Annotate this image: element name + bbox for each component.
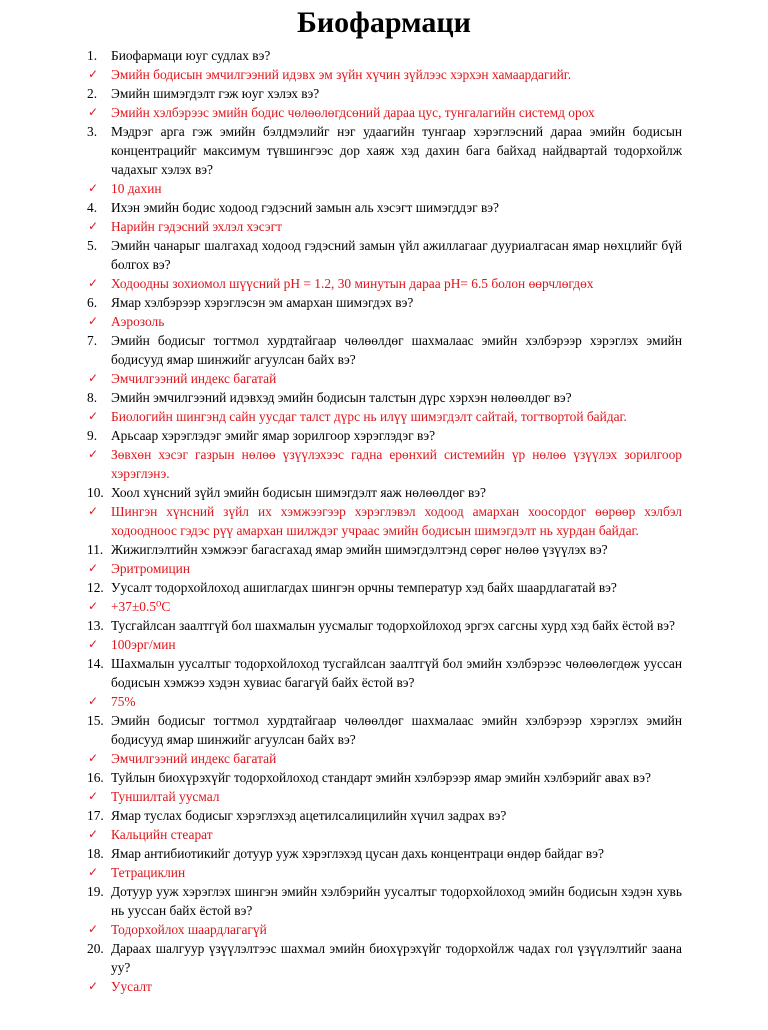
checkmark-icon: ✓: [88, 67, 99, 81]
checkmark-icon: ✓: [88, 276, 99, 290]
answer-text: 75%: [111, 694, 136, 709]
question-number: 13.: [87, 618, 104, 633]
question-item: [88, 388, 682, 407]
question-text: Эмийн бодисыг тогтмол хурдтайгаар чөлөөлдөг шахмалаас эмийн хэлбэрээр хэрэглэх эмийн бодисууд ямар шинжийг агуулсан байх вэ?: [111, 713, 682, 747]
question-item: [88, 806, 682, 825]
question-item: [88, 84, 682, 103]
question-text: Ямар туслах бодисыг хэрэглэхэд ацетилсалицилийн хүчил задрах вэ?: [111, 808, 507, 823]
question-number: 16.: [87, 770, 104, 785]
question-number: 12.: [87, 580, 104, 595]
answer-text: Эмийн бодисын эмчилгээний идэвх эм зүйн хүчин зүйлээс хэрхэн хамаардагийг.: [111, 67, 572, 82]
checkmark-icon: ✓: [88, 447, 99, 461]
answer-text: Туншилтай уусмал: [111, 789, 220, 804]
answer-text: Тетрациклин: [111, 865, 186, 880]
checkmark-icon: ✓: [88, 979, 99, 993]
answer-item: [88, 825, 682, 844]
answer-item: [88, 65, 682, 84]
answer-item: [88, 445, 682, 483]
question-text: Жижиглэлтийн хэмжээг багасгахад ямар эмийн шимэгдэлтэнд сөрөг нөлөө үзүүлэх вэ?: [111, 542, 608, 557]
question-text: Арьсаар хэрэглэдэг эмийг ямар зорилгоор хэрэглэдэг вэ?: [111, 428, 436, 443]
question-text: Мэдрэг арга гэж эмийн бэлдмэлийг нэг удаагийн тунгаар хэрэглэсний дараа эмийн бодисын концентрацийг максимум түвшингээс дор хаяж хэд дахин бага байхад найдвартай тодорхойлж чадахыг хэлэх вэ?: [111, 124, 682, 177]
checkmark-icon: ✓: [88, 865, 99, 879]
checkmark-icon: ✓: [88, 504, 99, 518]
question-number: 2.: [87, 86, 98, 101]
question-item: [88, 768, 682, 787]
answer-text: Зөвхөн хэсэг газрын нөлөө үзүүлэхээс гадна ерөнхий системийн үр нөлөө үзүүлэх зорилгоор хэрэглэнэ.: [111, 447, 682, 481]
answer-item: [88, 407, 682, 426]
checkmark-icon: ✓: [88, 181, 99, 195]
checkmark-icon: ✓: [88, 409, 99, 423]
checkmark-icon: ✓: [88, 105, 99, 119]
answer-item: [88, 274, 682, 293]
question-item: [88, 122, 682, 179]
answer-text: Биологийн шингэнд сайн уусдаг талст дүрс нь илүү шимэгдэлт сайтай, тогтвортой байдаг.: [111, 409, 627, 424]
answer-text: 10 дахин: [111, 181, 162, 196]
question-text: Биофармаци юуг судлах вэ?: [111, 48, 271, 63]
question-number: 15.: [87, 713, 104, 728]
answer-item: [88, 559, 682, 578]
question-number: 8.: [87, 390, 98, 405]
checkmark-icon: ✓: [88, 789, 99, 803]
answer-text: Шингэн хүнсний зүйл их хэмжээгээр хэрэглэвэл ходоод амархан хоосордог өөрөөр хэлбэл ходоодноос гэдэс рүү амархан шилждэг учраас эмийн бодисын шимэгдэлт нь хурдан байдаг.: [111, 504, 682, 538]
question-item: [88, 198, 682, 217]
question-item: [88, 331, 682, 369]
answer-text: Тодорхойлох шаардлагагүй: [111, 922, 267, 937]
question-list: [0, 46, 768, 996]
question-text: Тусгайлсан заалтгүй бол шахмалын уусмалыг тодорхойлоход эргэх сагсны хурд хэд байх ёстой вэ?: [111, 618, 675, 633]
question-text: Дотуур ууж хэрэглэх шингэн эмийн хэлбэрийн уусалтыг тодорхойлоход эмийн бодисын хэдэн хувь нь ууссан байх ёстой вэ?: [111, 884, 682, 918]
question-number: 1.: [87, 48, 98, 63]
answer-item: [88, 103, 682, 122]
answer-item: [88, 502, 682, 540]
question-item: [88, 616, 682, 635]
question-item: [88, 654, 682, 692]
checkmark-icon: ✓: [88, 827, 99, 841]
answer-text: Эритромицин: [111, 561, 190, 576]
question-item: [88, 46, 682, 65]
question-number: 9.: [87, 428, 98, 443]
question-number: 18.: [87, 846, 104, 861]
answer-text: Нарийн гэдэсний эхлэл хэсэгт: [111, 219, 282, 234]
checkmark-icon: ✓: [88, 751, 99, 765]
question-number: 20.: [87, 941, 104, 956]
checkmark-icon: ✓: [88, 637, 99, 651]
question-number: 5.: [87, 238, 98, 253]
question-text: Дараах шалгуур үзүүлэлтээс шахмал эмийн биохүрэхүйг тодорхойлж чадах гол үзүүлэлтийг заана уу?: [111, 941, 682, 975]
answer-text: Аэрозоль: [111, 314, 165, 329]
answer-text: Ходоодны зохиомол шүүсний pH = 1.2, 30 минутын дараа pH= 6.5 болон өөрчлөгдөх: [111, 276, 594, 291]
checkmark-icon: ✓: [88, 922, 99, 936]
answer-item: [88, 217, 682, 236]
answer-item: [88, 749, 682, 768]
question-number: 11.: [87, 542, 104, 557]
question-item: [88, 426, 682, 445]
question-item: [88, 578, 682, 597]
question-item: [88, 711, 682, 749]
question-text: Ихэн эмийн бодис ходоод гэдэсний замын аль хэсэгт шимэгддэг вэ?: [111, 200, 499, 215]
checkmark-icon: ✓: [88, 599, 99, 613]
answer-item: [88, 787, 682, 806]
question-text: Уусалт тодорхойлоход ашиглагдах шингэн орчны температур хэд байх шаардлагатай вэ?: [111, 580, 617, 595]
question-number: 14.: [87, 656, 104, 671]
question-text: Эмийн чанарыг шалгахад ходоод гэдэсний замын үйл ажиллагааг дууриалгасан ямар нөхцлийг бүй болгох вэ?: [111, 238, 682, 272]
answer-text: Эмчилгээний индекс багатай: [111, 751, 277, 766]
question-number: 6.: [87, 295, 98, 310]
answer-text: Эмчилгээний индекс багатай: [111, 371, 277, 386]
answer-item: [88, 597, 682, 616]
question-item: [88, 939, 682, 977]
question-text: Ямар антибиотикийг дотуур ууж хэрэглэхэд цусан дахь концентраци өндөр байдаг вэ?: [111, 846, 604, 861]
question-number: 3.: [87, 124, 98, 139]
question-text: Ямар хэлбэрээр хэрэглэсэн эм амархан шимэгдэх вэ?: [111, 295, 414, 310]
answer-text: 100эрг/мин: [111, 637, 176, 652]
question-item: [88, 236, 682, 274]
question-item: [88, 483, 682, 502]
answer-item: [88, 369, 682, 388]
answer-text: Уусалт: [111, 979, 152, 994]
answer-item: [88, 920, 682, 939]
checkmark-icon: ✓: [88, 371, 99, 385]
question-text: Шахмалын уусалтыг тодорхойлоход тусгайлсан заалтгүй бол эмийн хэлбэрээс чөлөөлөгдөж уусcан бодисын хэмжээ хэдэн хувиас багагүй байх ёстой вэ?: [111, 656, 682, 690]
answer-item: [88, 692, 682, 711]
page-title: Биофармаци: [297, 6, 471, 39]
question-number: 4.: [87, 200, 98, 215]
question-item: [88, 882, 682, 920]
question-number: 19.: [87, 884, 104, 899]
question-text: Эмийн бодисыг тогтмол хурдтайгаар чөлөөлдөг шахмалаас эмийн хэлбэрээр хэрэглэх эмийн бодисууд ямар шинжийг агуулсан байх вэ?: [111, 333, 682, 367]
answer-text: Эмийн хэлбэрээс эмийн бодис чөлөөлөгдсөний дараа цус, тунгалагийн системд орох: [111, 105, 595, 120]
question-text: Хоол хүнсний зүйл эмийн бодисын шимэгдэлт яаж нөлөөлдөг вэ?: [111, 485, 487, 500]
question-number: 7.: [87, 333, 98, 348]
question-text: Эмийн шимэгдэлт гэж юуг хэлэх вэ?: [111, 86, 320, 101]
question-text: Туйлын биохүрэхүйг тодорхойлоход стандарт эмийн хэлбэрээр ямар эмийн хэлбэрийг авах вэ?: [111, 770, 651, 785]
question-item: [88, 540, 682, 559]
answer-item: [88, 179, 682, 198]
checkmark-icon: ✓: [88, 219, 99, 233]
question-number: 17.: [87, 808, 104, 823]
answer-text: +37±0.5⁰C: [111, 599, 171, 614]
answer-item: [88, 863, 682, 882]
checkmark-icon: ✓: [88, 694, 99, 708]
question-item: [88, 293, 682, 312]
question-item: [88, 844, 682, 863]
answer-item: [88, 977, 682, 996]
checkmark-icon: ✓: [88, 314, 99, 328]
answer-item: [88, 312, 682, 331]
answer-item: [88, 635, 682, 654]
question-text: Эмийн эмчилгээний идэвхэд эмийн бодисын талстын дүрс хэрхэн нөлөөлдөг вэ?: [111, 390, 572, 405]
checkmark-icon: ✓: [88, 561, 99, 575]
question-number: 10.: [87, 485, 104, 500]
answer-text: Кальцийн стеарат: [111, 827, 213, 842]
